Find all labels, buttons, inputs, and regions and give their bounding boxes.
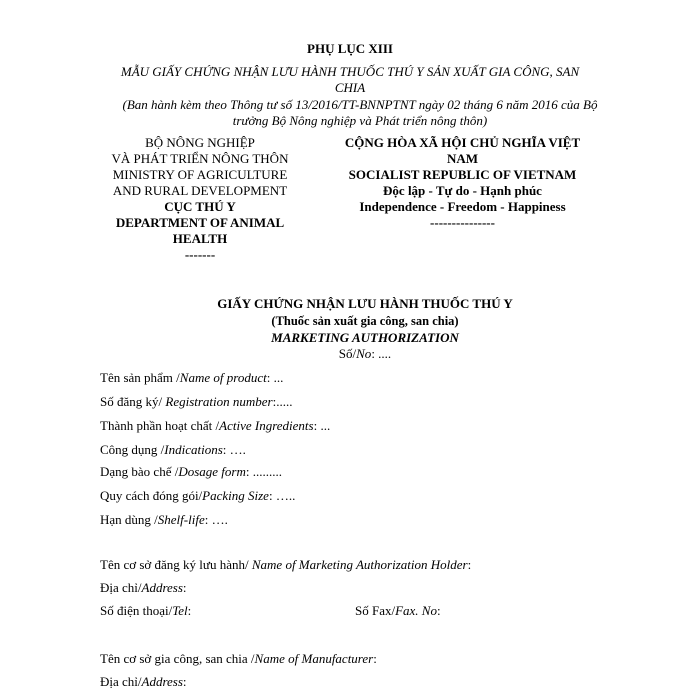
- number-label-en: No: [356, 346, 372, 361]
- field-label-vi: Công dụng /: [100, 442, 165, 457]
- certificate-number: [0, 346, 700, 362]
- department-en-line1: DEPARTMENT OF ANIMAL: [115, 215, 285, 230]
- motto-en: Independence - Freedom - Happiness: [359, 199, 566, 214]
- field-label-en: Dosage form: [178, 464, 246, 479]
- appendix-title: PHỤ LỤC XIII: [307, 41, 393, 56]
- field-registration-number: [100, 394, 293, 410]
- field-label-vi: Dạng bào chế /: [100, 464, 179, 479]
- holder-fax-value: :: [436, 603, 441, 618]
- manufacturer-name-value: :: [373, 651, 377, 666]
- holder-tel-label-en: Tel: [172, 603, 188, 618]
- certificate-english-title: MARKETING AUTHORIZATION: [271, 330, 459, 345]
- field-label-vi: Quy cách đóng gói/: [100, 488, 203, 503]
- agency-block: [95, 135, 305, 263]
- department-en-line2: HEALTH: [172, 231, 228, 246]
- holder-fax-label-vi: Số Fax/: [355, 603, 396, 618]
- holder-address: [100, 580, 187, 596]
- ministry-en-line1: MINISTRY OF AGRICULTURE: [112, 167, 288, 182]
- holder-name-label-vi: Tên cơ sở đăng ký lưu hành/: [100, 557, 252, 572]
- certificate-subtitle: (Thuốc sản xuất gia công, san chia): [271, 314, 459, 328]
- field-label-vi: Số đăng ký/: [100, 394, 166, 409]
- field-label-en: Active Ingredients: [219, 418, 314, 433]
- holder-tel: [100, 603, 191, 619]
- field-label-en: Indications: [164, 442, 223, 457]
- field-label-vi: Hạn dùng /: [100, 512, 158, 527]
- agency-divider: -------: [184, 247, 216, 262]
- field-label-en: Name of product: [179, 370, 267, 385]
- holder-tel-label-vi: Số điện thoại/: [100, 603, 173, 618]
- holder-address-label-vi: Địa chỉ/: [100, 580, 142, 595]
- holder-fax: [355, 603, 441, 619]
- manufacturer-address: [100, 674, 187, 690]
- holder-name-label-en: Name of Marketing Authorization Holder: [251, 557, 468, 572]
- field-active-ingredients: [100, 418, 330, 434]
- field-value: : ….: [204, 512, 228, 527]
- holder-tel-value: :: [187, 603, 192, 618]
- field-value: : ...: [266, 370, 284, 385]
- field-label-en: Packing Size: [202, 488, 269, 503]
- certificate-title: GIẤY CHỨNG NHẬN LƯU HÀNH THUỐC THÚ Y: [217, 296, 513, 311]
- ministry-vi-line1: BỘ NÔNG NGHIỆP: [145, 135, 255, 150]
- field-shelf-life: [100, 512, 228, 528]
- holder-address-label-en: Address: [141, 580, 183, 595]
- field-value: : ...: [313, 418, 331, 433]
- ministry-vi-line2: VÀ PHÁT TRIỂN NÔNG THÔN: [111, 151, 289, 166]
- field-label-vi: Tên sản phẩm /: [100, 370, 180, 385]
- manufacturer-address-label-en: Address: [141, 674, 183, 689]
- motto-divider: ---------------: [430, 215, 495, 230]
- republic-vi-line2: NAM: [446, 151, 479, 166]
- department-vi: CỤC THÚ Y: [164, 199, 236, 214]
- holder-name-value: :: [467, 557, 472, 572]
- holder-fax-label-en: Fax. No: [395, 603, 437, 618]
- field-label-en: Registration number: [165, 394, 273, 409]
- field-dosage-form: [100, 464, 282, 480]
- national-motto-block: [320, 135, 605, 231]
- field-label-en: Shelf-life: [157, 512, 205, 527]
- form-title-line2: CHIA: [334, 80, 366, 95]
- field-value: : …..: [268, 488, 296, 503]
- field-value: : ….: [222, 442, 246, 457]
- field-label-vi: Thành phần hoạt chất /: [100, 418, 220, 433]
- field-product-name: [100, 370, 283, 386]
- manufacturer-name: [100, 651, 377, 667]
- manufacturer-name-label-vi: Tên cơ sở gia công, san chia /: [100, 651, 255, 666]
- ministry-en-line2: AND RURAL DEVELOPMENT: [112, 183, 288, 198]
- form-title-line1: MẪU GIẤY CHỨNG NHẬN LƯU HÀNH THUỐC THÚ Y SẢN XUẤT GIA CÔNG, SAN: [120, 64, 580, 79]
- number-label: Số/: [338, 346, 357, 361]
- manufacturer-address-value: :: [182, 674, 187, 689]
- number-value: : ....: [371, 346, 392, 361]
- republic-en: SOCIALIST REPUBLIC OF VIETNAM: [348, 167, 577, 182]
- issued-note-line1: (Ban hành kèm theo Thông tư số 13/2016/TT-BNNPTNT ngày 02 tháng 6 năm 2016 của Bộ: [122, 97, 598, 112]
- republic-vi-line1: CỘNG HÒA XÃ HỘI CHỦ NGHĨA VIỆT: [344, 135, 581, 150]
- motto-vi: Độc lập - Tự do - Hạnh phúc: [383, 183, 542, 198]
- holder-name: [100, 557, 471, 573]
- field-value: : .........: [245, 464, 282, 479]
- manufacturer-name-label-en: Name of Manufacturer: [254, 651, 374, 666]
- issued-note-line2: trưởng Bộ Nông nghiệp và Phát triển nông thôn): [232, 113, 488, 128]
- field-packing-size: [100, 488, 295, 504]
- field-indications: [100, 442, 246, 458]
- holder-address-value: :: [182, 580, 187, 595]
- field-value: :.....: [272, 394, 293, 409]
- manufacturer-address-label-vi: Địa chỉ/: [100, 674, 142, 689]
